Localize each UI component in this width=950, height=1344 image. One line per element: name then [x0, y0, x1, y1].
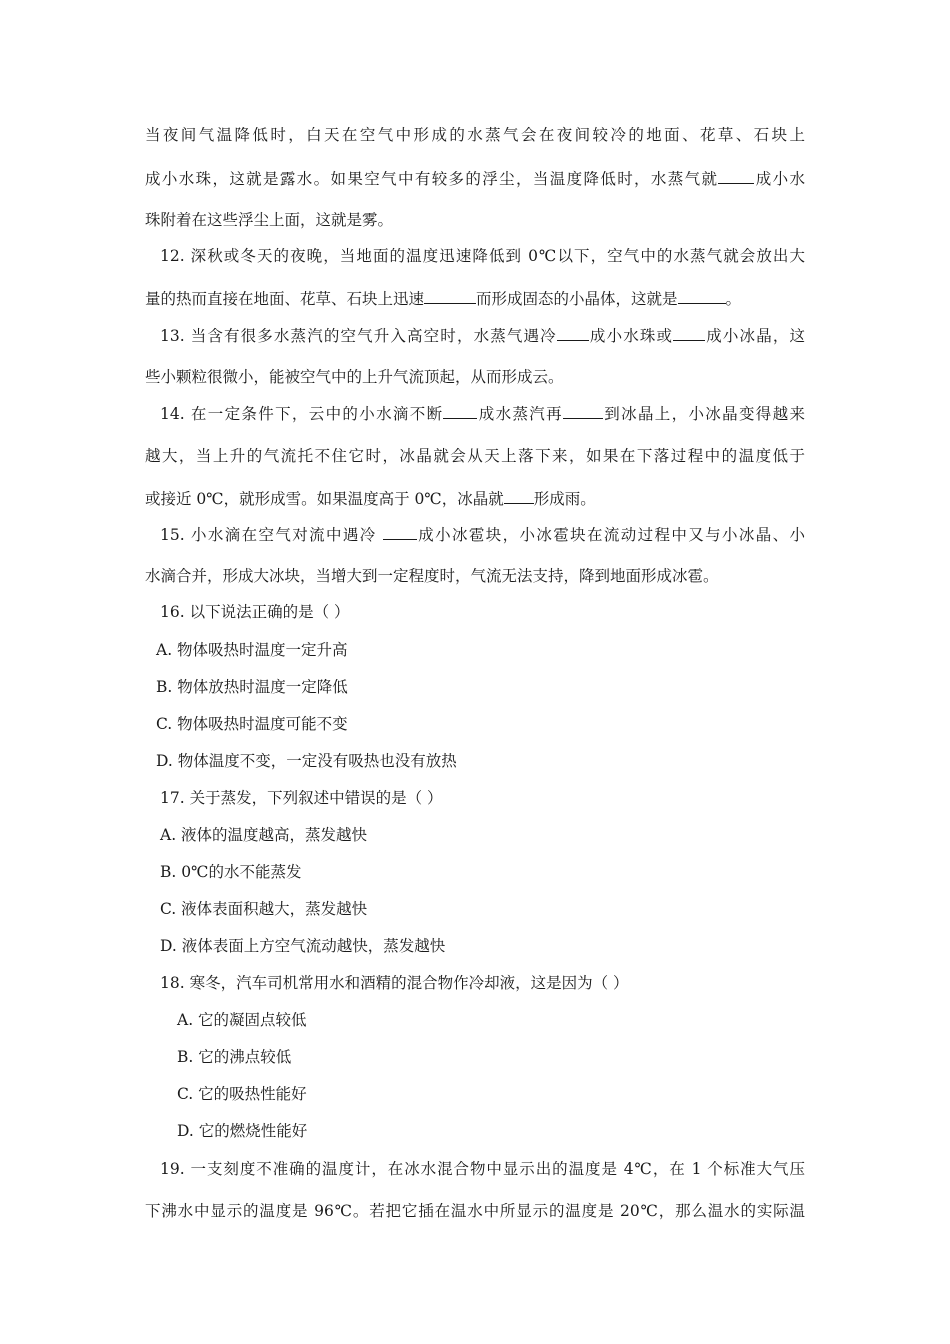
- option-text: A. 物体吸热时温度一定升高: [156, 641, 348, 659]
- text-segment: 或接近 0℃，就形成雪。如果温度高于 0℃，冰晶就: [145, 490, 504, 508]
- text-segment: 14. 在一定条件下，云中的小水滴不断: [160, 405, 444, 423]
- answer-blank[interactable]: [443, 403, 477, 419]
- answer-blank[interactable]: [563, 403, 603, 419]
- answer-blank[interactable]: [718, 168, 754, 184]
- option-d[interactable]: [177, 1121, 307, 1141]
- text-segment: 成小水: [754, 170, 805, 188]
- answer-blank[interactable]: [557, 325, 589, 341]
- text-segment: 下沸水中显示的温度是 96℃。若把它插在温水中所显示的温度是 20℃，那么温水的实际温: [145, 1202, 805, 1220]
- text-segment: 13. 当含有很多水蒸汽的空气升入高空时，水蒸气遇冷: [160, 327, 557, 345]
- text-segment: 15. 小水滴在空气对流中遇冷: [160, 526, 383, 544]
- question-13-line: [160, 325, 805, 345]
- question-18-stem: [160, 973, 629, 993]
- answer-blank[interactable]: [678, 288, 726, 304]
- paragraph-line: [145, 446, 805, 466]
- text-segment: 成小冰雹块，小冰雹块在流动过程中又与小冰晶、小: [416, 526, 805, 544]
- option-text: D. 液体表面上方空气流动越快，蒸发越快: [160, 937, 446, 955]
- option-a[interactable]: [156, 640, 348, 660]
- answer-blank[interactable]: [504, 488, 534, 504]
- text-segment: 些小颗粒很微小，能被空气中的上升气流顶起，从而形成云。: [145, 368, 564, 386]
- option-a[interactable]: [177, 1010, 307, 1030]
- paragraph-line: [145, 488, 596, 509]
- option-c[interactable]: [156, 714, 348, 734]
- text-segment: 成小水珠或: [588, 327, 674, 345]
- paragraph-line: [145, 566, 719, 586]
- text-segment: 17. 关于蒸发，下列叙述中错误的是（ ）: [160, 789, 443, 807]
- option-text: C. 物体吸热时温度可能不变: [156, 715, 348, 733]
- option-a[interactable]: [160, 825, 367, 845]
- text-segment: 形成雨。: [533, 490, 596, 508]
- paragraph-line: [145, 1201, 805, 1221]
- text-segment: 到冰晶上，小冰晶变得越来: [602, 405, 805, 423]
- option-b[interactable]: [160, 862, 301, 882]
- option-text: B. 物体放热时温度一定降低: [156, 678, 348, 696]
- text-segment: 水滴合并，形成大冰块，当增大到一定程度时，气流无法支持，降到地面形成冰雹。: [145, 567, 719, 585]
- question-16-stem: [160, 602, 350, 622]
- option-text: A. 液体的温度越高，蒸发越快: [160, 826, 368, 844]
- paragraph-line: [145, 288, 741, 309]
- question-19-line: [160, 1159, 805, 1179]
- option-b[interactable]: [156, 677, 348, 697]
- option-text: C. 液体表面积越大，蒸发越快: [160, 900, 368, 918]
- option-text: B. 它的沸点较低: [177, 1048, 292, 1066]
- option-c[interactable]: [177, 1084, 307, 1104]
- option-d[interactable]: [156, 751, 457, 771]
- answer-blank[interactable]: [424, 288, 476, 304]
- option-b[interactable]: [177, 1047, 291, 1067]
- paragraph-line: [145, 168, 805, 188]
- option-d[interactable]: [160, 936, 445, 956]
- text-segment: 珠附着在这些浮尘上面，这就是雾。: [145, 211, 394, 229]
- paragraph-line: [145, 125, 805, 145]
- option-text: D. 物体温度不变，一定没有吸热也没有放热: [156, 752, 457, 770]
- text-segment: 成水蒸汽再: [477, 405, 563, 423]
- text-segment: 成小水珠，这就是露水。如果空气中有较多的浮尘，当温度降低时，水蒸气就: [145, 170, 719, 188]
- text-segment: 而形成固态的小晶体，这就是: [476, 290, 678, 308]
- option-text: A. 它的凝固点较低: [177, 1011, 307, 1029]
- text-segment: 18. 寒冬，汽车司机常用水和酒精的混合物作冷却液，这是因为（ ）: [160, 974, 629, 992]
- text-segment: 量的热而直接在地面、花草、石块上迅速: [145, 290, 425, 308]
- paragraph-line: [145, 367, 564, 387]
- question-15-line: [160, 524, 805, 544]
- text-segment: 当夜间气温降低时，白天在空气中形成的水蒸气会在夜间较冷的地面、花草、石块上: [145, 126, 805, 144]
- text-segment: 越大，当上升的气流托不住它时，冰晶就会从天上落下来，如果在下落过程中的温度低于: [145, 447, 805, 465]
- text-segment: 16. 以下说法正确的是（ ）: [160, 603, 350, 621]
- answer-blank[interactable]: [383, 524, 417, 540]
- text-segment: 成小冰晶，这: [705, 327, 805, 345]
- question-14-line: [160, 403, 805, 423]
- question-17-stem: [160, 788, 443, 808]
- text-segment: 12. 深秋或冬天的夜晚，当地面的温度迅速降低到 0℃以下，空气中的水蒸气就会放出大: [160, 247, 805, 265]
- text-segment: 19. 一支刻度不准确的温度计，在冰水混合物中显示出的温度是 4℃，在 1 个标准大气压: [160, 1160, 805, 1178]
- option-c[interactable]: [160, 899, 367, 919]
- option-text: D. 它的燃烧性能好: [177, 1122, 308, 1140]
- option-text: C. 它的吸热性能好: [177, 1085, 307, 1103]
- text-segment: 。: [725, 290, 742, 308]
- question-12-line: [160, 246, 805, 266]
- paragraph-line: [145, 210, 393, 230]
- answer-blank[interactable]: [673, 325, 705, 341]
- option-text: B. 0℃的水不能蒸发: [160, 863, 302, 881]
